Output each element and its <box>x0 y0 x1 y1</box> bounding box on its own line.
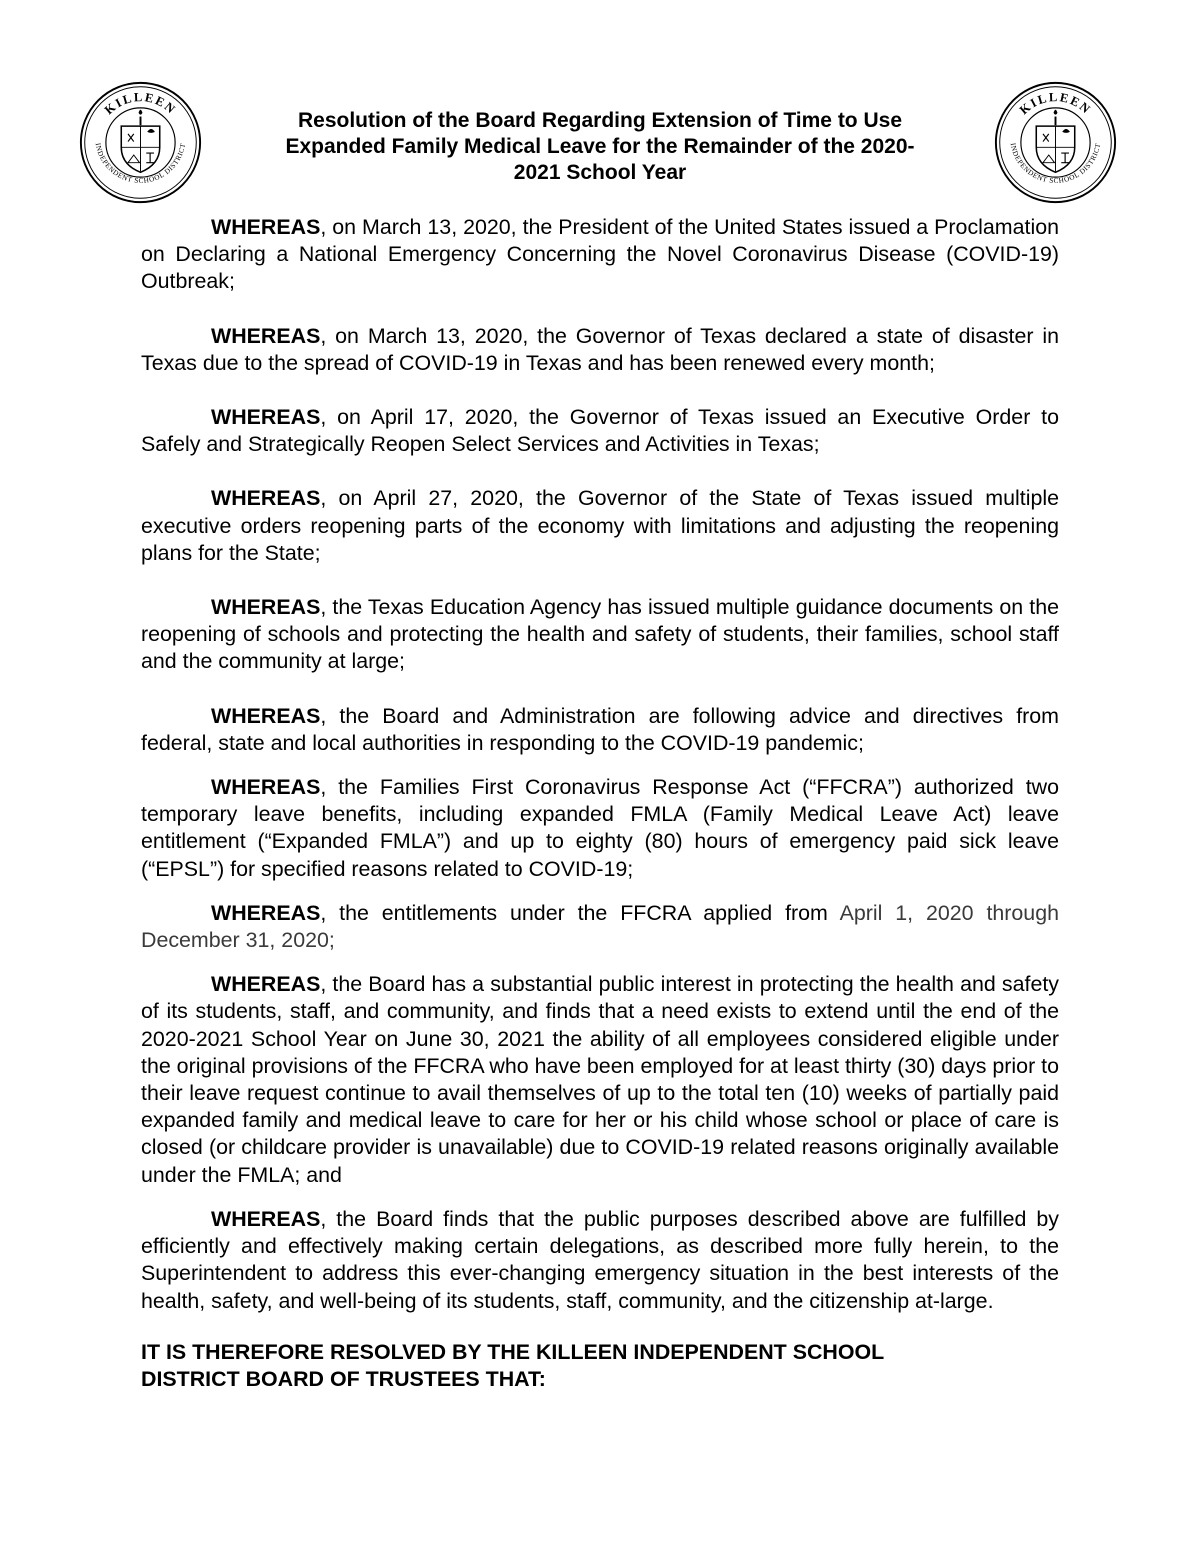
whereas-text: , the Board finds that the public purposes described above are fulfilled by efficiently and effectively making certain delegations, as described more fully herein, to the Superintendent to address this ever-changing emergency situation in the best interests of the health, safety, and well-being of its students, staff, community, and the citizenship at-large. <box>141 1206 1059 1313</box>
whereas-lead: WHEREAS <box>211 323 321 348</box>
resolved-line-1: IT IS THEREFORE RESOLVED BY THE KILLEEN INDEPENDENT SCHOOL <box>141 1339 885 1364</box>
whereas-lead: WHEREAS <box>211 486 321 511</box>
whereas-lead: WHEREAS <box>211 1206 321 1231</box>
whereas-lead: WHEREAS <box>211 215 321 239</box>
whereas-text: , on March 13, 2020, the President of the United States issued a Proclamation on Declaring a National Emergency Concerning the Novel Coronavirus Disease (COVID-19) Outbreak; <box>141 215 1059 294</box>
whereas-lead: WHEREAS <box>211 775 321 800</box>
resolved-heading <box>141 1339 1021 1394</box>
whereas-paragraph-7 <box>141 774 1059 883</box>
whereas-text: , the Texas Education Agency has issued multiple guidance documents on the reopening of schools and protecting the health and safety of students, their families, school staff and the community at large; <box>141 595 1059 674</box>
resolved-line-2: DISTRICT BOARD OF TRUSTEES THAT: <box>141 1367 546 1392</box>
whereas-text: , the entitlements under the FFCRA applied from <box>320 900 840 925</box>
whereas-text: , on April 27, 2020, the Governor of the State of Texas issued multiple executive orders reopening parts of the economy with limitations and adjusting the reopening plans for the State; <box>141 486 1059 565</box>
whereas-text: , on March 13, 2020, the Governor of Texas declared a state of disaster in Texas due to the spread of COVID-19 in Texas and has been renewed every month; <box>141 323 1059 375</box>
whereas-lead: WHEREAS <box>211 900 321 925</box>
whereas-paragraph-3 <box>141 404 1059 458</box>
whereas-lead: WHEREAS <box>211 405 321 430</box>
document-title <box>230 108 970 186</box>
whereas-text: , the Board has a substantial public interest in protecting the health and safety of its students, staff, and community, and finds that a need exists to extend until the end of the 2020-2021 School Year on June 30, 2021 the ability of all employees considered eligible under the original provisions of the FFCRA who have been employed for at least thirty (30) days prior to their leave request continue to avail themselves of up to the total ten (10) weeks of partially paid expanded family and medical leave to care for her or his child whose school or place of care is closed (or childcare provider is unavailable) due to COVID-19 related reasons originally available under the FMLA; and <box>141 972 1059 1187</box>
whereas-lead: WHEREAS <box>211 595 321 620</box>
seal-top-text: KILLEEN <box>1016 90 1095 118</box>
whereas-paragraph-4 <box>141 485 1059 567</box>
title-line-3: 2021 School Year <box>513 161 687 184</box>
district-seal-left <box>78 80 203 205</box>
seal-top-text: KILLEEN <box>101 90 180 118</box>
whereas-paragraph-1 <box>141 214 1059 296</box>
district-seal-right <box>993 80 1118 205</box>
whereas-text: , on April 17, 2020, the Governor of Texas issued an Executive Order to Safely and Strategically Reopen Select Services and Activities in Texas; <box>141 405 1059 457</box>
whereas-paragraph-10 <box>141 1206 1059 1315</box>
resolution-body <box>141 214 1059 1394</box>
seal-side-text: INDEPENDENT SCHOOL DISTRICT <box>93 142 188 185</box>
whereas-lead: WHEREAS <box>211 972 321 997</box>
title-line-2: Expanded Family Medical Leave for the Remainder of the 2020- <box>285 135 915 158</box>
whereas-text: , the Families First Coronavirus Response Act (“FFCRA”) authorized two temporary leave benefits, including expanded FMLA (Family Medical Leave Act) leave entitlement (“Expanded FMLA”) and up to eighty (80) hours of emergency paid sick leave (“EPSL”) for specified reasons related to COVID-19; <box>141 775 1059 881</box>
whereas-paragraph-9 <box>141 971 1059 1189</box>
whereas-paragraph-5 <box>141 594 1059 676</box>
whereas-text: , the Board and Administration are following advice and directives from federal, state and local authorities in responding to the COVID-19 pandemic; <box>141 703 1059 755</box>
title-line-1: Resolution of the Board Regarding Extension of Time to Use <box>298 109 902 132</box>
whereas-dates: April 1, 2020 through December 31, 2020; <box>141 900 1059 953</box>
seal-side-text: INDEPENDENT SCHOOL DISTRICT <box>1008 142 1103 185</box>
whereas-paragraph-2 <box>141 323 1059 377</box>
whereas-lead: WHEREAS <box>211 703 321 728</box>
whereas-paragraph-8 <box>141 900 1059 954</box>
whereas-paragraph-6 <box>141 703 1059 757</box>
